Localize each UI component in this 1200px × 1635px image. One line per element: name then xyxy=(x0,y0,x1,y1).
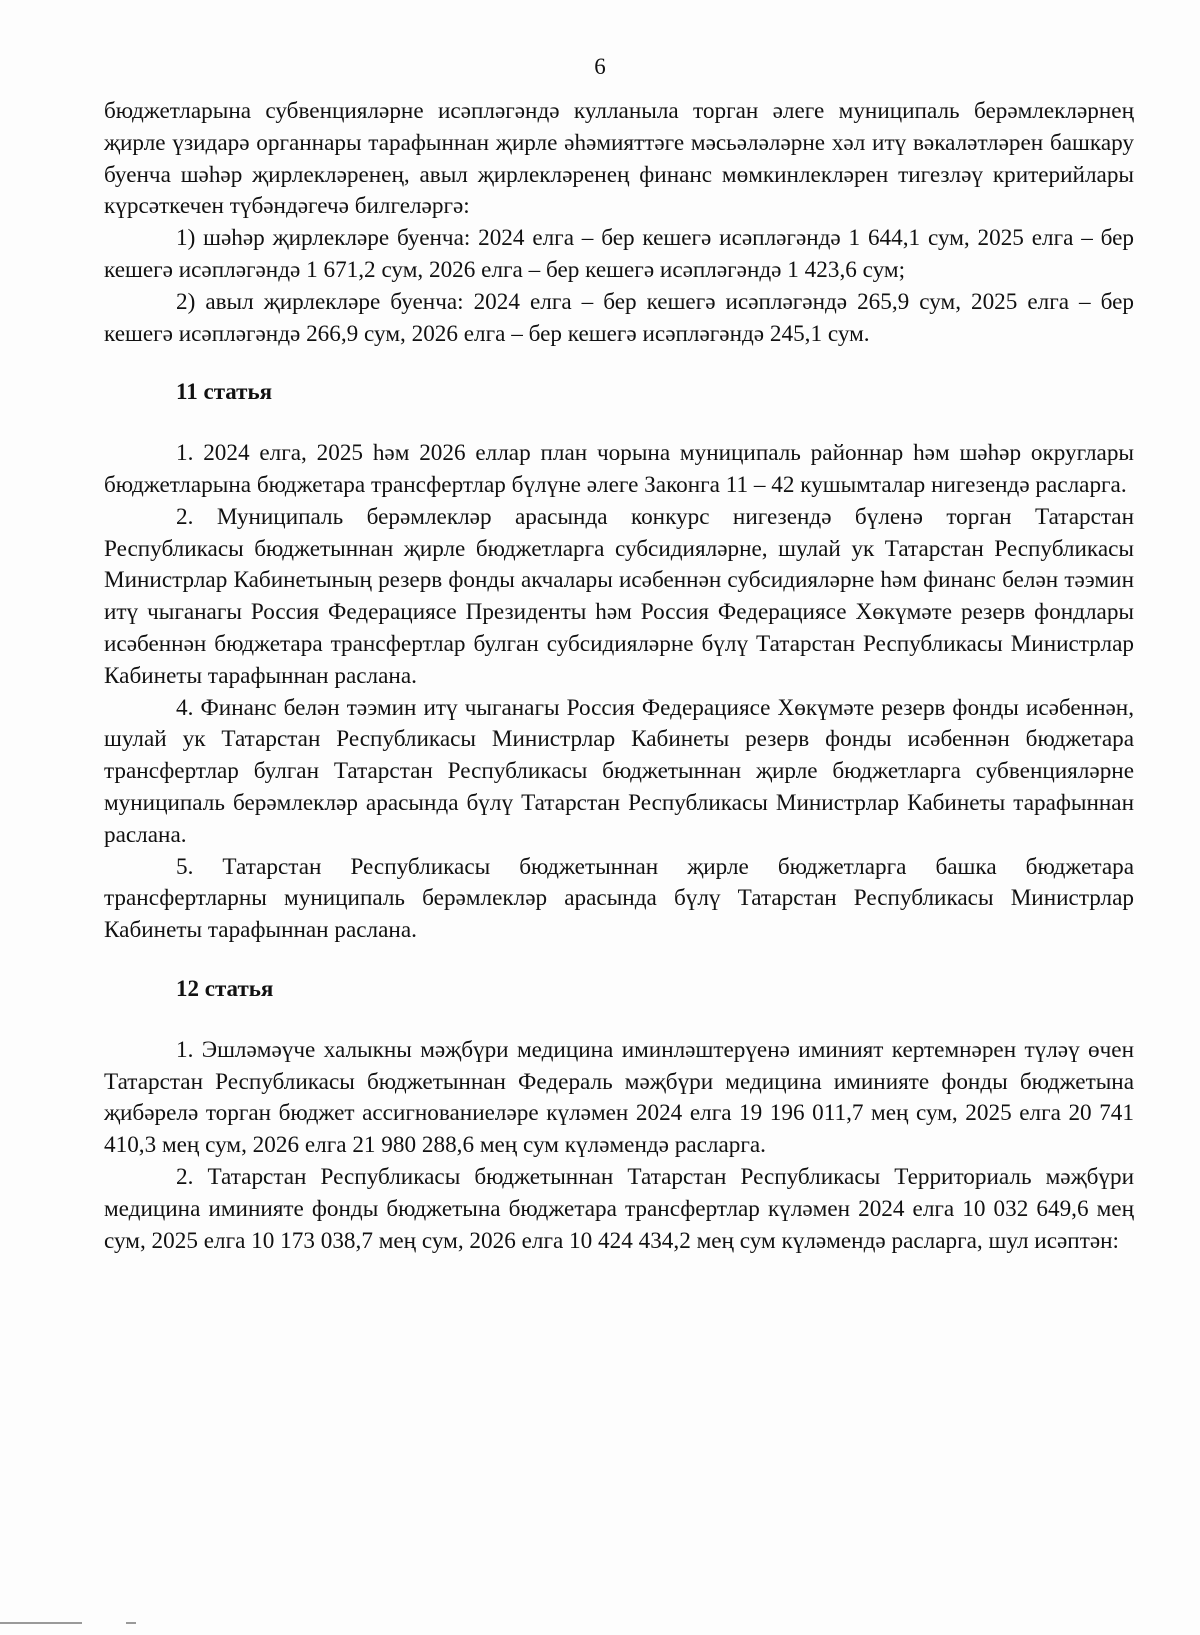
scan-artifact-line xyxy=(0,1622,82,1624)
intro-item-2: 2) авыл җирлекләре буенча: 2024 елга – бер кешегә исәпләгәндә 265,9 сум, 2025 елга – бер кешегә исәпләгәндә 266,9 сум, 2026 елга – бер кешегә исәпләгәндә 245,1 сум. xyxy=(104,288,1134,347)
article-11-paragraph: 4. Финанс белән тәэмин итү чыганагы Россия Федерациясе Хөкүмәте резерв фонды исәбеннән, шулай ук Татарстан Республикасы Министрлар Кабинеты резерв фонды исәбеннән бюджетара трансфертлар булган Татарстан Республикасы бюджетыннан җирле бюджетларга субвенцияләрне муниципаль берәмлекләр арасында бүлү Татарстан Республикасы Министрлар Кабинеты тарафыннан раслана. xyxy=(104,694,1134,848)
article-12-paragraph: 1. Эшләмәүче халыкны мәҗбүри медицина иминләштерүенә иминият кертемнәрен түләү өчен Татарстан Республикасы бюджетыннан Федераль мәҗбүри медицина иминияте фонды бюджетына җибәрелә торган бюджет ассигнованиеләре күләмен 2024 елга 19 196 011,7 мең сум, 2025 елга 20 741 410,3 мең сум, 2026 елга 21 980 288,6 мең сум күләмендә расларга. xyxy=(104,1036,1134,1159)
article-11-heading: 11 статья xyxy=(176,379,273,405)
article-11-paragraph: 5. Татарстан Республикасы бюджетыннан җирле бюджетларга башка бюджетара трансфертларны муниципаль берәмлекләр арасында бүлү Татарстан Республикасы Министрлар Кабинеты тарафыннан раслана. xyxy=(104,853,1134,944)
article-11-paragraph: 1. 2024 елга, 2025 һәм 2026 еллар план чорына муниципаль районнар һәм шәһәр округлары бюджетларына бюджетара трансфертлар бүлүне әлеге Законга 11 – 42 кушымталар нигезендә расларга. xyxy=(104,440,1134,498)
scan-artifact-dot xyxy=(126,1622,136,1624)
page-number: 6 xyxy=(594,54,606,79)
intro-paragraph: бюджетларына субвенцияләрне исәпләгәндә кулланыла торган әлеге муниципаль берәмлекләрнең җирле үзидарә органнары тарафыннан җирле әһәмияттәге мәсьәләләрне хәл итү вәкаләтләрен башкару буенча шәһәр җирлекләренең, авыл җирлекләренең финанс мөмкинлекләрен тигезләү критерийлары күрсәткечен түбәндәгечә билгеләргә: xyxy=(104,98,1134,220)
article-12-heading: 12 статья xyxy=(176,975,274,1001)
article-11-paragraph: 2. Муниципаль берәмлекләр арасында конкурс нигезендә бүленә торган Татарстан Республикасы бюджетыннан җирле бюджетларга субсидияләрне, шулай ук Татарстан Республикасы Министрлар Кабинетының резерв фонды акчалары исәбеннән субсидияләрне һәм финанс белән тәэмин итү чыганагы Россия Федерациясе Президенты һәм Россия Федерациясе Хөкүмәте резерв фондлары исәбеннән бюджетара трансфертлар булган субсидияләрне бүлү Татарстан Республикасы Министрлар Кабинеты тарафыннан раслана. xyxy=(104,503,1134,689)
article-12-paragraph: 2. Татарстан Республикасы бюджетыннан Татарстан Республикасы Территориаль мәҗбүри медицина иминияте фонды бюджетына бюджетара трансфертлар күләмен 2024 елга 10 032 649,6 мең сум, 2025 елга 10 173 038,7 мең сум, 2026 елга 10 424 434,2 мең сум күләмендә расларга, шул исәптән: xyxy=(104,1163,1134,1254)
document-body xyxy=(104,96,1134,1257)
intro-item-1: 1) шәһәр җирлекләре буенча: 2024 елга – бер кешегә исәпләгәндә 1 644,1 сум, 2025 елга – бер кешегә исәпләгәндә 1 671,2 сум, 2026 елга – бер кешегә исәпләгәндә 1 423,6 сум; xyxy=(104,225,1134,283)
